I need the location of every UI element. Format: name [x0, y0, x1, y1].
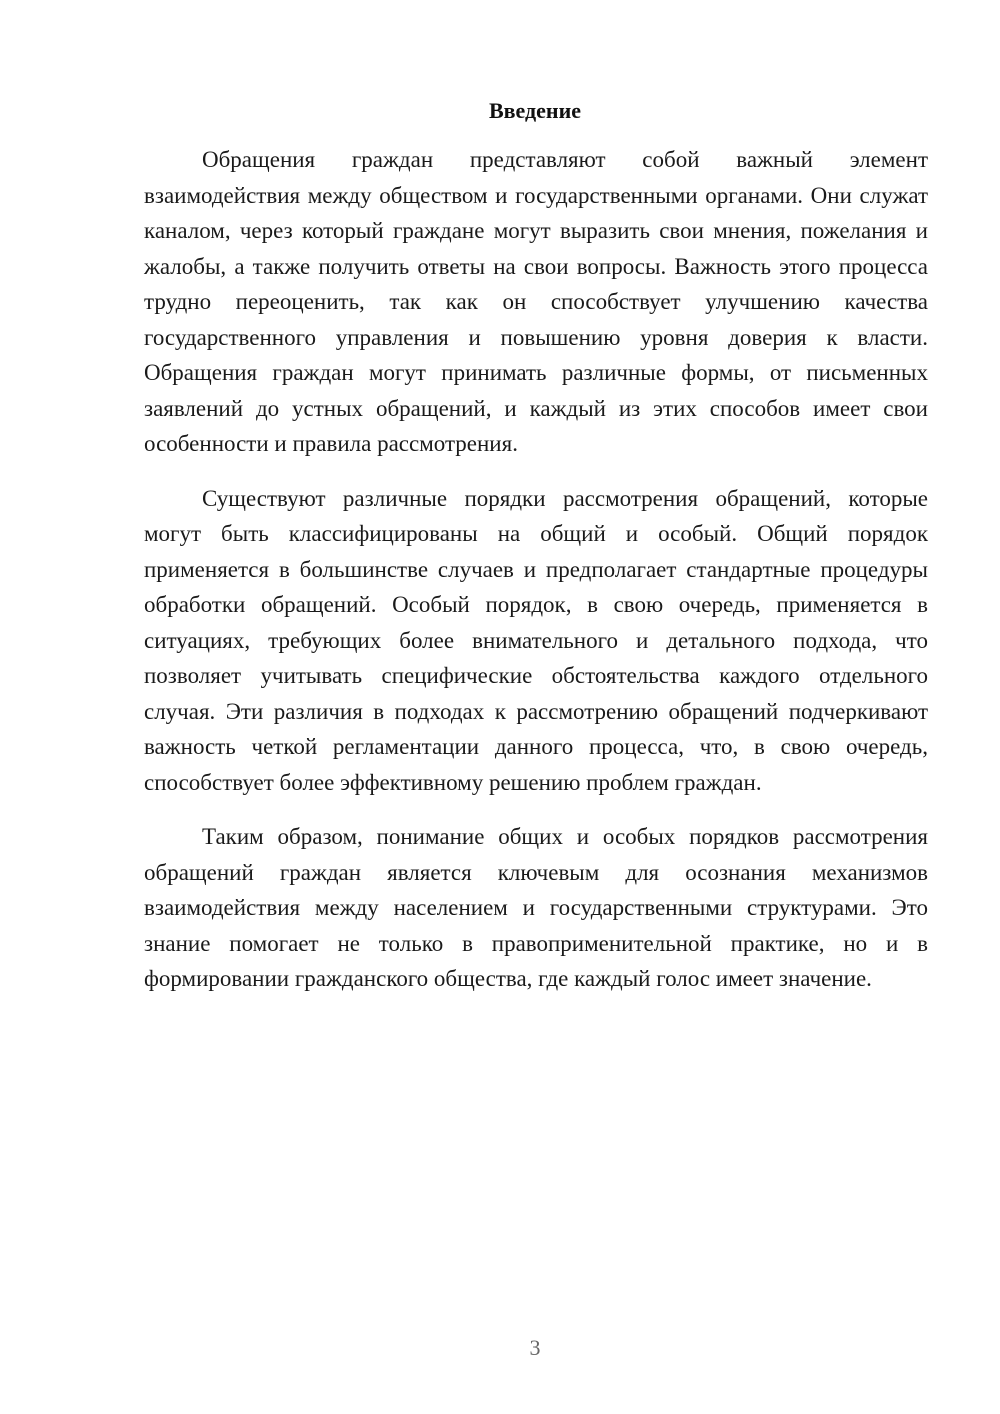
- paragraph-1: Обращения граждан представляют собой важный элемент взаимодействия между обществом и государственными органами. Они служат каналом, через который граждане могут выразить свои мнения, пожелания и жалобы, а также получить ответы на свои вопросы. Важность этого процесса трудно переоценить, так как он способствует улучшению качества государственного управления и повышению уровня доверия к власти. Обращения граждан могут принимать различные формы, от письменных заявлений до устных обращений, и каждый из этих способов имеет свои особенности и правила рассмотрения.: [144, 147, 928, 456]
- body-text: [144, 142, 928, 997]
- section-heading: Введение: [488, 98, 582, 123]
- paragraph-3: Таким образом, понимание общих и особых порядков рассмотрения обращений граждан является ключевым для осознания механизмов взаимодействия между населением и государственными структурами. Это знание помогает не только в правоприменительной практике, но и в формировании гражданского общества, где каждый голос имеет значение.: [144, 824, 928, 991]
- page-number: 3: [529, 1335, 541, 1360]
- paragraph-2: Существуют различные порядки рассмотрения обращений, которые могут быть классифицированы на общий и особый. Общий порядок применяется в большинстве случаев и предполагает стандартные процедуры обработки обращений. Особый порядок, в свою очередь, применяется в ситуациях, требующих более внимательного и детального подхода, что позволяет учитывать специфические обстоятельства каждого отдельного случая. Эти различия в подходах к рассмотрению обращений подчеркивают важность четкой регламентации данного процесса, что, в свою очередь, способствует более эффективному решению проблем граждан.: [144, 485, 928, 795]
